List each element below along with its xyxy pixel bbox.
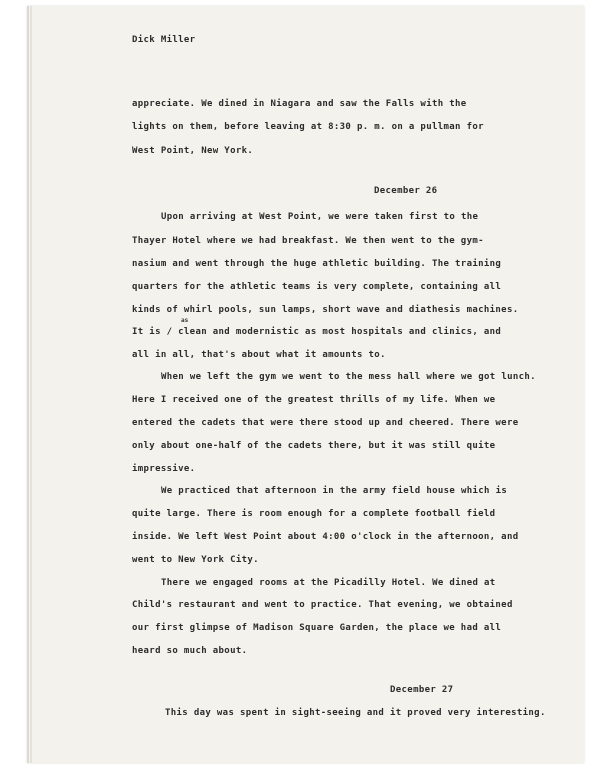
text-line: kinds of whirl pools, sun lamps, short wave and diathesis machines.	[132, 305, 519, 315]
header-name: Dick Miller	[132, 35, 196, 45]
text-line: There we engaged rooms at the Picadilly Hotel. We dined at	[161, 578, 496, 588]
page-edge	[30, 6, 32, 763]
text-line: lights on them, before leaving at 8:30 p. m. on a pullman for	[132, 122, 484, 132]
handwritten-insertion: as	[181, 317, 189, 324]
text-line: Here I received one of the greatest thrills of my life. When we	[132, 395, 496, 405]
text-line: inside. We left West Point about 4:00 o'clock in the afternoon, and	[132, 532, 519, 542]
text-line: When we left the gym we went to the mess hall where we got lunch.	[161, 372, 536, 382]
text-line: Upon arriving at West Point, we were taken first to the	[161, 212, 479, 222]
text-line: impressive.	[132, 464, 196, 474]
text-line: It is / clean and modernistic as most hospitals and clinics, and	[132, 327, 502, 337]
text-line: all in all, that's about what it amounts to.	[132, 350, 386, 360]
text-line: heard so much about.	[132, 646, 248, 656]
text-line: quite large. There is room enough for a complete football field	[132, 509, 496, 519]
text-line: West Point, New York.	[132, 146, 254, 156]
text-line: nasium and went through the huge athletic building. The training	[132, 259, 502, 269]
text-line: only about one-half of the cadets there, but it was still quite	[132, 441, 496, 451]
text-line: entered the cadets that were there stood up and cheered. There were	[132, 418, 519, 428]
text-line: We practiced that afternoon in the army field house which is	[161, 486, 508, 496]
date-heading: December 27	[390, 685, 454, 695]
text-line: appreciate. We dined in Niagara and saw the Falls with the	[132, 99, 467, 109]
text-line: quarters for the athletic teams is very complete, containing all	[132, 282, 502, 292]
text-line: Thayer Hotel where we had breakfast. We then went to the gym-	[132, 236, 484, 246]
text-line: our first glimpse of Madison Square Garden, the place we had all	[132, 623, 502, 633]
text-line: went to New York City.	[132, 555, 259, 565]
text-line: Child's restaurant and went to practice. That evening, we obtained	[132, 600, 513, 610]
date-heading: December 26	[374, 186, 438, 196]
text-line: This day was spent in sight-seeing and it proved very interesting.	[165, 708, 546, 718]
typed-page	[27, 6, 584, 763]
